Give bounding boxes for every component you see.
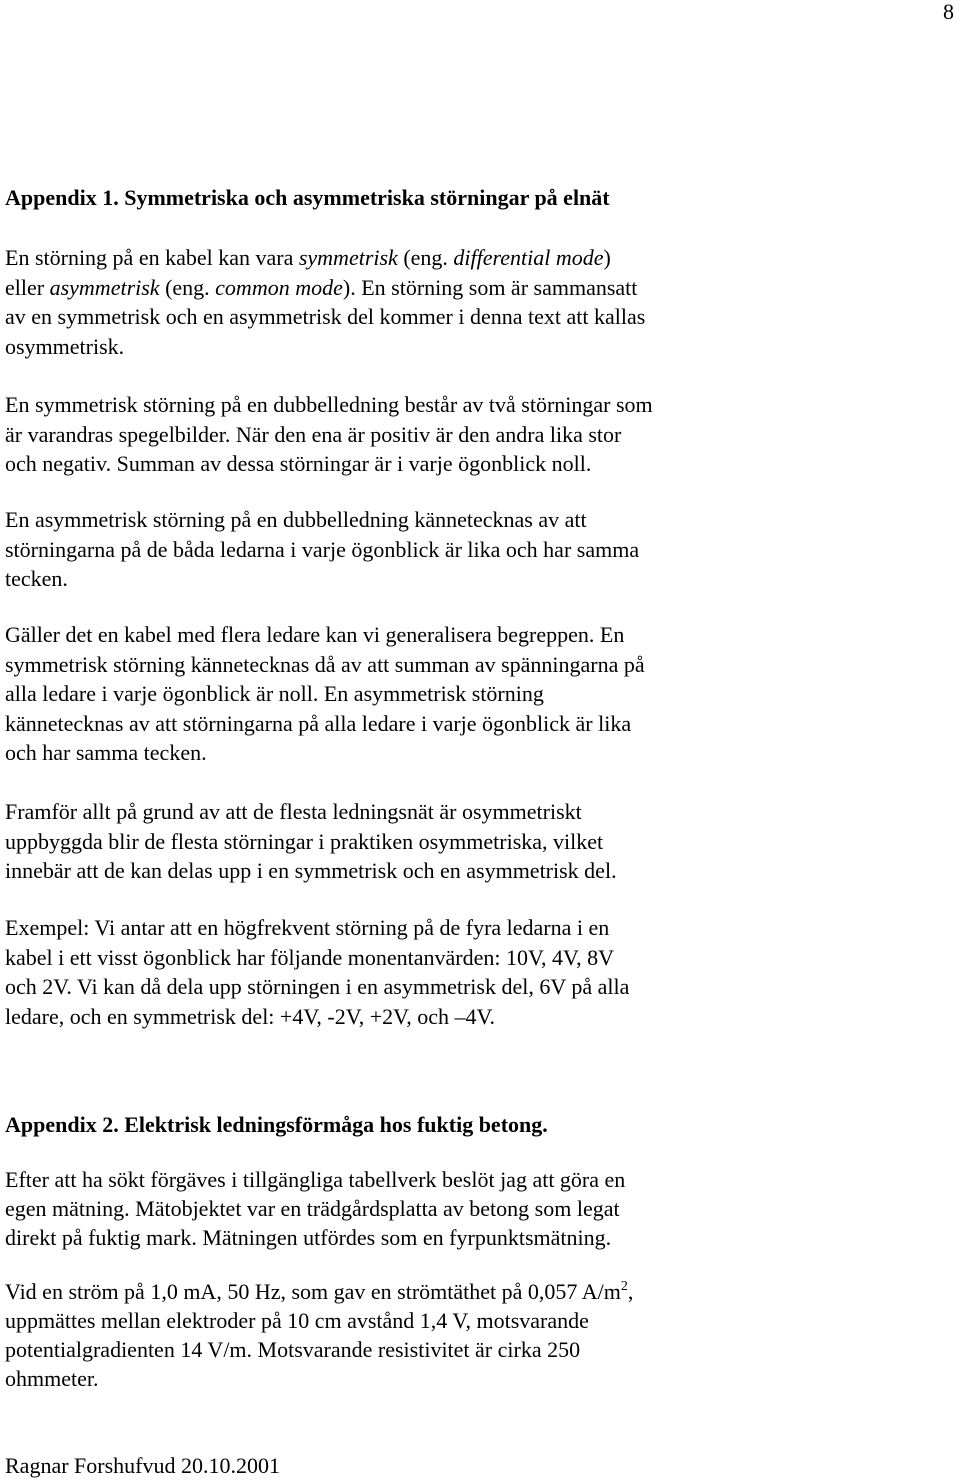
text-line: potentialgradienten 14 V/m. Motsvarande resistivitet är cirka 250 xyxy=(5,1337,581,1362)
paragraph-example xyxy=(5,913,629,1031)
text-run: En störning på en kabel kan vara xyxy=(5,245,299,270)
text-line: ledare, och en symmetrisk del: +4V, -2V, +2V, och –4V. xyxy=(5,1003,496,1029)
text-line: är varandras spegelbilder. När den ena är positiv är den andra lika stor xyxy=(5,421,622,447)
italic-term: symmetrisk xyxy=(298,245,398,270)
text-line: En symmetrisk störning på en dubbelledning består av två störningar som xyxy=(5,392,653,417)
paragraph-measurement-intro xyxy=(5,1165,625,1252)
text-run: (eng. xyxy=(159,274,216,300)
text-line: och 2V. Vi kan då dela upp störningen i en asymmetrisk del, 6V på alla xyxy=(5,974,630,999)
text-line: egen mätning. Mätobjektet var en trädgårdsplatta av betong som legat xyxy=(5,1196,620,1221)
footer-author-date: Ragnar Forshufvud 20.10.2001 xyxy=(5,1453,280,1478)
text-line: ohmmeter. xyxy=(5,1366,99,1391)
paragraph-generalisation xyxy=(5,620,645,768)
text-line: osymmetrisk. xyxy=(5,333,125,359)
text-line: uppbyggda blir de flesta störningar i praktiken osymmetriska, vilket xyxy=(5,828,604,854)
text-line: kabel i ett visst ögonblick har följande monentanvärden: 10V, 4V, 8V xyxy=(5,944,614,970)
text-line: symmetrisk störning kännetecknas då av att summan av spänningarna på xyxy=(5,651,645,677)
text-run: eller xyxy=(5,274,50,300)
text-run: (eng. xyxy=(397,245,454,270)
appendix-1-heading: Appendix 1. Symmetriska och asymmetriska störningar på elnät xyxy=(5,185,610,210)
text-line: alla ledare i varje ögonblick är noll. En asymmetrisk störning xyxy=(5,681,544,706)
text-line: av en symmetrisk och en asymmetrisk del kommer i denna text att kallas xyxy=(5,304,646,329)
text-line xyxy=(5,1277,633,1306)
text-run: ). En störning som är sammansatt xyxy=(342,274,638,300)
paragraph-symmetric xyxy=(5,390,653,479)
text-run: ) xyxy=(603,245,611,270)
text-line: uppmättes mellan elektroder på 10 cm avstånd 1,4 V, motsvarande xyxy=(5,1308,589,1333)
paragraph-definitions xyxy=(5,243,645,361)
italic-term: common mode xyxy=(215,274,343,300)
italic-term: differential mode xyxy=(453,245,604,270)
text-line: Framför allt på grund av att de flesta ledningsnät är osymmetriskt xyxy=(5,799,582,824)
text-line: Efter att ha sökt förgäves i tillgängliga tabellverk beslöt jag att göra en xyxy=(5,1167,626,1192)
paragraph-practice xyxy=(5,797,617,886)
text-line: direkt på fuktig mark. Mätningen utfördes som en fyrpunktsmätning. xyxy=(5,1225,612,1250)
text-run: Vid en ström på 1,0 mA, 50 Hz, som gav en strömtäthet på 0,057 A/m xyxy=(5,1279,621,1304)
text-line: Gäller det en kabel med flera ledare kan vi generalisera begreppen. En xyxy=(5,622,625,647)
text-line: störningarna på de båda ledarna i varje ögonblick är lika och har samma xyxy=(5,536,640,562)
text-line: innebär att de kan delas upp i en symmetrisk och en asymmetrisk del. xyxy=(5,858,617,883)
text-line xyxy=(5,273,645,303)
text-line: och har samma tecken. xyxy=(5,740,207,765)
appendix-2-heading: Appendix 2. Elektrisk ledningsförmåga hos fuktig betong. xyxy=(5,1112,548,1137)
italic-term: asymmetrisk xyxy=(49,274,160,300)
text-line xyxy=(5,243,645,273)
text-run: , xyxy=(627,1279,634,1304)
page-number: 8 xyxy=(943,0,954,24)
paragraph-asymmetric xyxy=(5,505,639,594)
text-line: En asymmetrisk störning på en dubbelledning kännetecknas av att xyxy=(5,507,587,532)
text-line: kännetecknas av att störningarna på alla ledare i varje ögonblick är lika xyxy=(5,710,632,736)
text-line: och negativ. Summan av dessa störningar är i varje ögonblick noll. xyxy=(5,451,592,476)
text-line: tecken. xyxy=(5,566,68,591)
superscript: 2 xyxy=(620,1279,628,1294)
paragraph-measurement-result xyxy=(5,1277,633,1393)
text-line: Exempel: Vi antar att en högfrekvent störning på de fyra ledarna i en xyxy=(5,915,610,940)
